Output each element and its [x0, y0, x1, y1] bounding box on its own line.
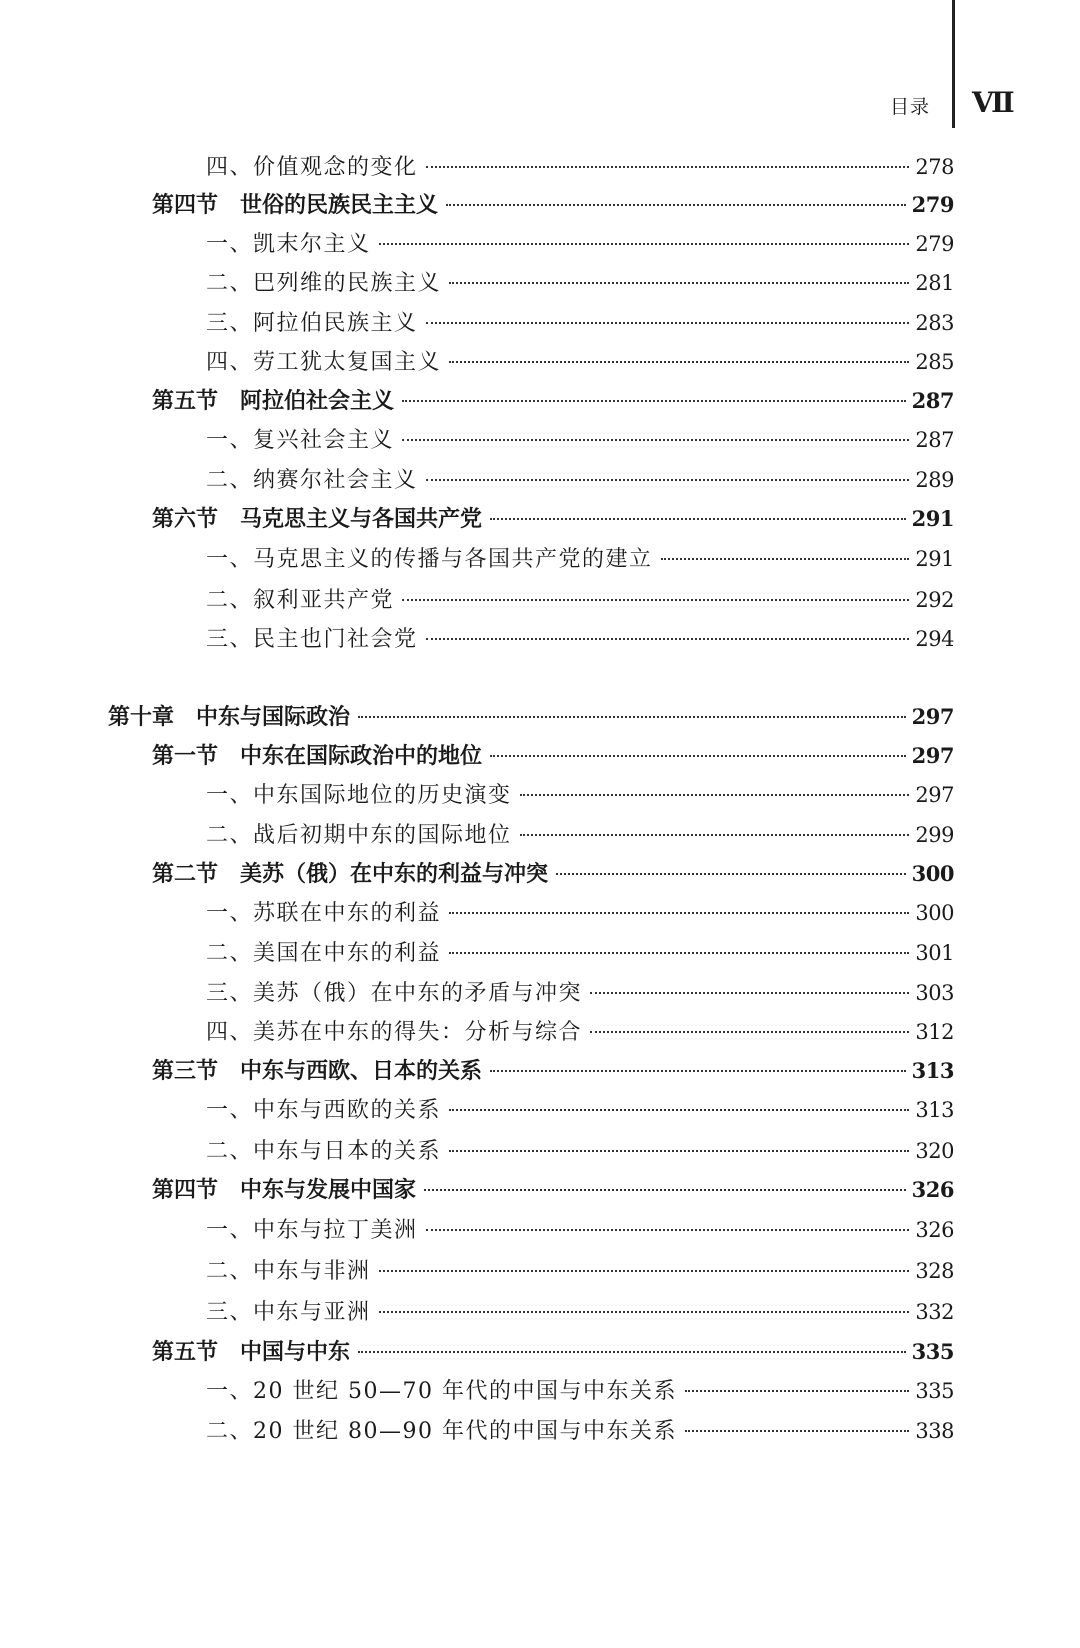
toc-entry-title: 凯末尔主义: [253, 232, 371, 257]
dot-leader: [520, 834, 910, 836]
toc-entry-number: 一、: [206, 1379, 254, 1404]
dot-leader: [661, 558, 910, 560]
toc-subsection-entry: [206, 978, 954, 1008]
dot-leader: [449, 1150, 909, 1152]
toc-entry-title: 美国在中东的利益: [253, 941, 442, 966]
toc-entry-number: 二、: [206, 1419, 254, 1444]
toc-entry-number: 第二节: [152, 861, 219, 887]
toc-section-entry: [152, 504, 954, 534]
toc-entry-number: 三、: [206, 1300, 254, 1325]
dot-leader: [402, 400, 906, 402]
toc-entry-number: 三、: [206, 981, 254, 1006]
dot-leader: [490, 518, 906, 520]
toc-entry-page: 289: [915, 468, 954, 492]
dot-leader: [449, 1109, 909, 1111]
toc-entry-page: 281: [915, 271, 954, 295]
toc-entry-title: 中东在国际政治中的地位: [240, 743, 483, 769]
toc-entry-number: 一、: [206, 1098, 254, 1123]
toc-entry-title: 阿拉伯社会主义: [240, 388, 395, 414]
dot-leader: [449, 912, 909, 914]
toc-subsection-entry: [206, 152, 954, 182]
dot-leader: [379, 1270, 910, 1272]
toc-subsection-entry: [206, 1095, 954, 1125]
toc-entry-page: 287: [911, 388, 954, 413]
toc-entry-number: 第五节: [152, 1339, 219, 1365]
toc-entry-title: 中东与西欧、日本的关系: [240, 1058, 483, 1084]
dot-leader: [490, 1070, 906, 1072]
toc-entry-number: 一、: [206, 1218, 254, 1243]
toc-entry-number: 二、: [206, 588, 254, 613]
toc-entry-number: 三、: [206, 627, 254, 652]
dot-leader: [426, 638, 910, 640]
toc-entry-page: 291: [915, 547, 954, 571]
toc-subsection-entry: [206, 898, 954, 928]
toc-entry-page: 326: [911, 1177, 954, 1202]
toc-entry-title: 中国与中东: [240, 1339, 351, 1365]
toc-subsection-entry: [206, 585, 954, 615]
toc-entry-page: 297: [915, 783, 954, 807]
toc-entry-number: 三、: [206, 311, 254, 336]
toc-entry-number: 四、: [206, 350, 254, 375]
dot-leader: [426, 166, 910, 168]
toc-entry-title: 马克思主义的传播与各国共产党的建立: [253, 547, 653, 572]
toc-entry-page: 279: [915, 232, 954, 256]
toc-subsection-entry: [206, 268, 954, 298]
toc-entry-page: 297: [911, 704, 954, 729]
dot-leader: [402, 599, 909, 601]
dot-leader: [556, 873, 906, 875]
dot-leader: [358, 1351, 906, 1353]
toc-entry-number: 第一节: [152, 743, 219, 769]
toc-entry-number: 二、: [206, 823, 254, 848]
toc-entry-title: 马克思主义与各国共产党: [240, 506, 483, 532]
toc-section-entry: [152, 859, 954, 889]
toc-entry-page: 313: [915, 1098, 954, 1122]
toc-subsection-entry: [206, 780, 954, 810]
toc-entry-title: 美苏（俄）在中东的矛盾与冲突: [253, 981, 583, 1006]
toc-subsection-entry: [206, 938, 954, 968]
dot-leader: [449, 282, 909, 284]
toc-entry-page: 335: [915, 1379, 954, 1403]
dot-leader: [590, 992, 909, 994]
toc-entry-title: 战后初期中东的国际地位: [253, 823, 512, 848]
toc-entry-number: 四、: [206, 1020, 254, 1045]
toc-section-entry: [152, 1175, 954, 1205]
toc-entry-title: 美苏在中东的得失：分析与综合: [253, 1020, 583, 1045]
toc-entry-title: 中东与亚洲: [253, 1300, 371, 1325]
toc-subsection-entry: [206, 624, 954, 654]
toc-subsection-entry: [206, 1215, 954, 1245]
toc-entry-page: 279: [911, 192, 954, 217]
toc-entry-title: 中东与拉丁美洲: [253, 1218, 418, 1243]
toc-entry-number: 二、: [206, 1139, 254, 1164]
toc-entry-title: 美苏（俄）在中东的利益与冲突: [240, 861, 549, 887]
toc-entry-page: 291: [911, 506, 954, 531]
toc-entry-number: 第十章: [108, 704, 175, 730]
toc-entry-title: 巴列维的民族主义: [253, 271, 442, 296]
toc-entry-page: 294: [915, 627, 954, 651]
dot-leader: [520, 794, 910, 796]
dot-leader: [590, 1031, 909, 1033]
toc-entry-page: 300: [915, 901, 954, 925]
toc-entry-page: 287: [915, 428, 954, 452]
toc-entry-number: 一、: [206, 232, 254, 257]
toc-chapter-entry: [108, 702, 954, 732]
toc-entry-title: 20 世纪 50—70 年代的中国与中东关系: [253, 1379, 677, 1404]
toc-section-entry: [152, 386, 954, 416]
toc-entry-number: 一、: [206, 783, 254, 808]
dot-leader: [446, 204, 906, 206]
toc-subsection-entry: [206, 820, 954, 850]
toc-entry-title: 世俗的民族民主主义: [240, 192, 439, 218]
toc-entry-number: 一、: [206, 901, 254, 926]
dot-leader: [449, 952, 909, 954]
toc-entry-title: 复兴社会主义: [253, 428, 395, 453]
toc-entry-number: 第五节: [152, 388, 219, 414]
toc-entry-number: 第四节: [152, 192, 219, 218]
toc-entry-title: 中东与发展中国家: [240, 1177, 417, 1203]
toc-subsection-entry: [206, 1256, 954, 1286]
toc-entry-title: 劳工犹太复国主义: [253, 350, 442, 375]
toc-entry-number: 一、: [206, 428, 254, 453]
toc-subsection-entry: [206, 308, 954, 338]
toc-entry-page: 303: [915, 981, 954, 1005]
toc-entry-number: 二、: [206, 468, 254, 493]
toc-entry-title: 中东与非洲: [253, 1259, 371, 1284]
toc-entry-number: 二、: [206, 271, 254, 296]
toc-entry-title: 中东与日本的关系: [253, 1139, 442, 1164]
toc-subsection-entry: [206, 1297, 954, 1327]
toc-entry-number: 第三节: [152, 1058, 219, 1084]
toc-entry-page: 335: [911, 1339, 954, 1364]
dot-leader: [379, 243, 910, 245]
toc-entry-number: 一、: [206, 547, 254, 572]
toc-subsection-entry: [206, 1017, 954, 1047]
toc-entry-title: 中东与国际政治: [196, 704, 351, 730]
toc-subsection-entry: [206, 1376, 954, 1406]
toc-entry-title: 纳赛尔社会主义: [253, 468, 418, 493]
toc-entry-page: 285: [915, 350, 954, 374]
dot-leader: [402, 439, 909, 441]
toc-entry-title: 阿拉伯民族主义: [253, 311, 418, 336]
toc-section-entry: [152, 1056, 954, 1086]
toc-subsection-entry: [206, 1416, 954, 1446]
toc-subsection-entry: [206, 465, 954, 495]
toc-entry-page: 297: [911, 743, 954, 768]
toc-entry-page: 300: [911, 861, 954, 886]
toc-section-entry: [152, 741, 954, 771]
toc-entry-page: 313: [911, 1058, 954, 1083]
toc-entry-title: 20 世纪 80—90 年代的中国与中东关系: [253, 1419, 677, 1444]
dot-leader: [426, 479, 910, 481]
dot-leader: [358, 716, 906, 718]
toc-section-entry: [152, 1337, 954, 1367]
dot-leader: [685, 1390, 909, 1392]
toc-entry-title: 苏联在中东的利益: [253, 901, 442, 926]
toc-entry-page: 292: [915, 588, 954, 612]
toc-entry-number: 第六节: [152, 506, 219, 532]
toc-entry-title: 中东国际地位的历史演变: [253, 783, 512, 808]
toc-entry-page: 301: [915, 941, 954, 965]
toc-subsection-entry: [206, 544, 954, 574]
toc-entry-page: 299: [915, 823, 954, 847]
toc-entry-number: 第四节: [152, 1177, 219, 1203]
toc-subsection-entry: [206, 1136, 954, 1166]
toc-entry-page: 312: [915, 1020, 954, 1044]
toc-entry-page: 320: [915, 1139, 954, 1163]
toc-entry-title: 叙利亚共产党: [253, 588, 395, 613]
toc-entry-page: 283: [915, 311, 954, 335]
toc-entry-page: 338: [915, 1419, 954, 1443]
toc-entry-number: 二、: [206, 1259, 254, 1284]
dot-leader: [490, 755, 906, 757]
toc-entry-page: 332: [915, 1300, 954, 1324]
dot-leader: [685, 1430, 909, 1432]
dot-leader: [379, 1311, 910, 1313]
dot-leader: [426, 1229, 910, 1231]
toc-entry-page: 278: [915, 155, 954, 179]
toc-entry-title: 中东与西欧的关系: [253, 1098, 442, 1123]
dot-leader: [449, 361, 909, 363]
page-number: Ⅶ: [972, 86, 1013, 119]
toc-subsection-entry: [206, 425, 954, 455]
toc-entry-title: 民主也门社会党: [253, 627, 418, 652]
running-title: 目录: [890, 96, 931, 118]
toc-entry-page: 328: [915, 1259, 954, 1283]
toc-entry-number: 四、: [206, 155, 254, 180]
toc-subsection-entry: [206, 229, 954, 259]
dot-leader: [426, 322, 910, 324]
toc-subsection-entry: [206, 347, 954, 377]
dot-leader: [424, 1189, 906, 1191]
toc-entry-page: 326: [915, 1218, 954, 1242]
toc-entry-number: 二、: [206, 941, 254, 966]
toc-entry-title: 价值观念的变化: [253, 155, 418, 180]
toc-section-entry: [152, 190, 954, 220]
